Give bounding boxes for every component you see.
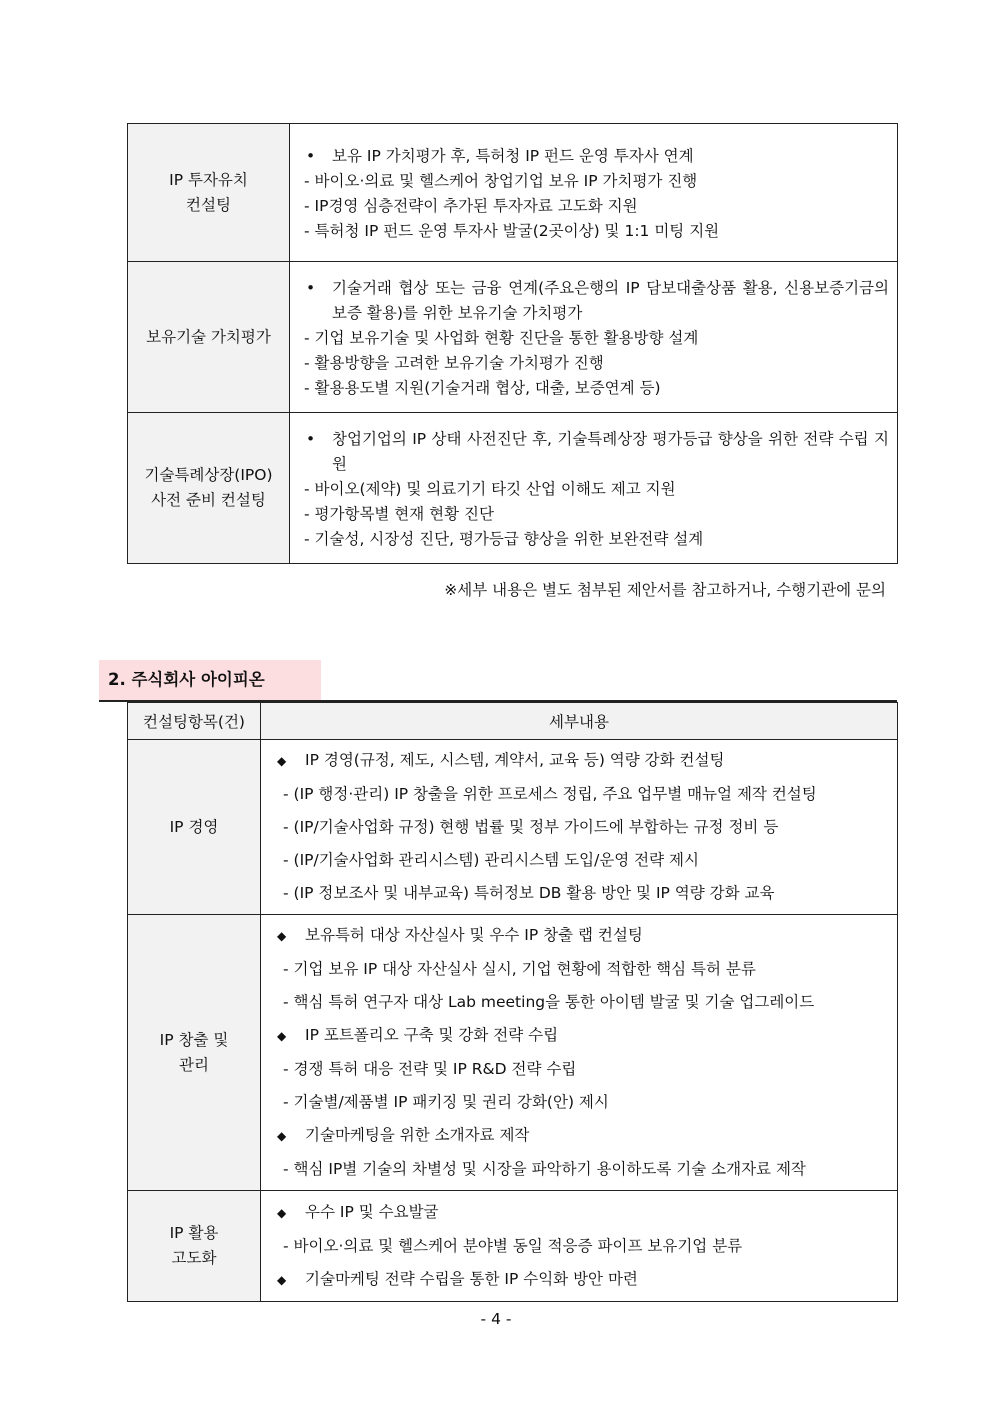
row-content — [261, 1191, 898, 1302]
header-col-item: 컨설팅항목(건) — [128, 703, 261, 740]
dash-line: - 기업 보유 IP 대상 자산실사 실시, 기업 현황에 적합한 핵심 특허 분류 — [283, 960, 756, 978]
row-content — [290, 124, 898, 262]
row-label — [128, 1191, 261, 1302]
dash-line: - 활용방향을 고려한 보유기술 가치평가 진행 — [304, 353, 604, 372]
bullet-icon: • — [306, 429, 316, 448]
dash-line: - (IP/기술사업화 관리시스템) 관리시스템 도입/운영 전략 제시 — [283, 851, 699, 869]
dash-line: - (IP 행정·관리) IP 창출을 위한 프로세스 정립, 주요 업무별 매뉴얼 제작 컨설팅 — [283, 785, 817, 803]
table-header-row — [128, 703, 898, 740]
bullet-icon: • — [306, 146, 316, 165]
dash-line: - 기술성, 시장성 진단, 평가등급 향상을 위한 보완전략 설계 — [304, 529, 704, 548]
bullet-line: • 기술거래 협상 또는 금융 연계(주요은행의 IP 담보대출상품 활용, 신용보증기금의 보증 활용)를 위한 보유기술 가치평가 — [298, 276, 889, 326]
row-content — [290, 262, 898, 413]
row-content — [290, 413, 898, 564]
diamond-bullet-icon: ◆ — [277, 1272, 287, 1287]
label-line: IP 경영 — [169, 817, 219, 836]
diamond-bullet-icon: ◆ — [277, 929, 287, 943]
label-line: 사전 준비 컨설팅 — [151, 491, 266, 509]
dash-line: - 바이오·의료 및 헬스케어 분야별 동일 적응증 파이프 보유기업 분류 — [283, 1236, 743, 1255]
bullet-line: ◆ IP 경영(규정, 제도, 시스템, 계약서, 교육 등) 역량 강화 컨설팅 — [269, 744, 889, 778]
dash-line: - 특허청 IP 펀드 운영 투자사 발굴(2곳이상) 및 1:1 미팅 지원 — [304, 221, 720, 240]
label-line: 보유기술 가치평가 — [146, 327, 271, 346]
page-number: - 4 - — [480, 1310, 512, 1328]
label-line: IP 투자유치 — [169, 170, 248, 189]
bullet-line: • 창업기업의 IP 상태 사전진단 후, 기술특례상장 평가등급 향상을 위한 전략 수립 지원 — [298, 427, 889, 477]
dash-line: - 평가항목별 현재 현황 진단 — [304, 504, 495, 523]
table-row — [128, 740, 898, 915]
dash-line: - 기술별/제품별 IP 패키징 및 권리 강화(안) 제시 — [283, 1093, 609, 1111]
label-line: 고도화 — [171, 1249, 217, 1267]
bullet-line: ◆ 보유특허 대상 자산실사 및 우수 IP 창출 랩 컨설팅 — [269, 919, 889, 953]
diamond-bullet-icon: ◆ — [277, 1029, 287, 1043]
bullet-line: ◆ 기술마케팅 전략 수립을 통한 IP 수익화 방안 마련 — [269, 1263, 889, 1297]
consulting-table-2 — [127, 702, 898, 1302]
table-row — [128, 262, 898, 413]
bullet-icon: • — [306, 278, 316, 297]
table-row — [128, 124, 898, 262]
bullet-line: ◆ 기술마케팅을 위한 소개자료 제작 — [269, 1119, 889, 1153]
label-line: IP 창출 및 — [159, 1030, 229, 1049]
header-col-detail: 세부내용 — [261, 703, 898, 740]
row-label — [128, 124, 290, 262]
table-row — [128, 1191, 898, 1302]
diamond-bullet-icon: ◆ — [277, 1129, 287, 1143]
dash-line: - 핵심 특허 연구자 대상 Lab meeting을 통한 아이템 발굴 및 기술 업그레이드 — [283, 993, 815, 1011]
consulting-table-1 — [127, 123, 898, 564]
label-line: 기술특례상장(IPO) — [144, 466, 273, 484]
dash-line: - (IP/기술사업화 규정) 현행 법률 및 정부 가이드에 부합하는 규정 정비 등 — [283, 818, 779, 836]
section-title: 2. 주식회사 아이피온 — [99, 660, 321, 700]
label-line: 관리 — [179, 1055, 209, 1074]
label-line: IP 활용 — [169, 1224, 219, 1242]
dash-line: - 기업 보유기술 및 사업화 현황 진단을 통한 활용방향 설계 — [304, 328, 699, 347]
dash-line: - 핵심 IP별 기술의 차별성 및 시장을 파악하기 용이하도록 기술 소개자료 제작 — [283, 1160, 806, 1178]
row-label — [128, 262, 290, 413]
reference-note: ※세부 내용은 별도 첨부된 제안서를 참고하거나, 수행기관에 문의 — [444, 581, 886, 599]
row-label — [128, 915, 261, 1191]
row-label — [128, 413, 290, 564]
dash-line: - (IP 정보조사 및 내부교육) 특허정보 DB 활용 방안 및 IP 역량 강화 교육 — [283, 884, 775, 902]
dash-line: - 바이오(제약) 및 의료기기 타깃 산업 이해도 제고 지원 — [304, 479, 676, 498]
diamond-bullet-icon: ◆ — [277, 1205, 287, 1220]
row-content — [261, 740, 898, 915]
row-label — [128, 740, 261, 915]
dash-line: - 경쟁 특허 대응 전략 및 IP R&D 전략 수립 — [283, 1060, 577, 1078]
bullet-line: • 보유 IP 가치평가 후, 특허청 IP 펀드 운영 투자사 연계 — [298, 144, 889, 169]
table-row — [128, 915, 898, 1191]
table-row — [128, 413, 898, 564]
dash-line: - 활용용도별 지원(기술거래 협상, 대출, 보증연계 등) — [304, 378, 661, 397]
row-content — [261, 915, 898, 1191]
dash-line: - 바이오·의료 및 헬스케어 창업기업 보유 IP 가치평가 진행 — [304, 171, 698, 190]
diamond-bullet-icon: ◆ — [277, 754, 287, 768]
bullet-line: ◆ 우수 IP 및 수요발굴 — [269, 1196, 889, 1230]
dash-line: - IP경영 심층전략이 추가된 투자자료 고도화 지원 — [304, 196, 638, 215]
label-line: 컨설팅 — [186, 195, 231, 214]
bullet-line: ◆ IP 포트폴리오 구축 및 강화 전략 수립 — [269, 1019, 889, 1053]
